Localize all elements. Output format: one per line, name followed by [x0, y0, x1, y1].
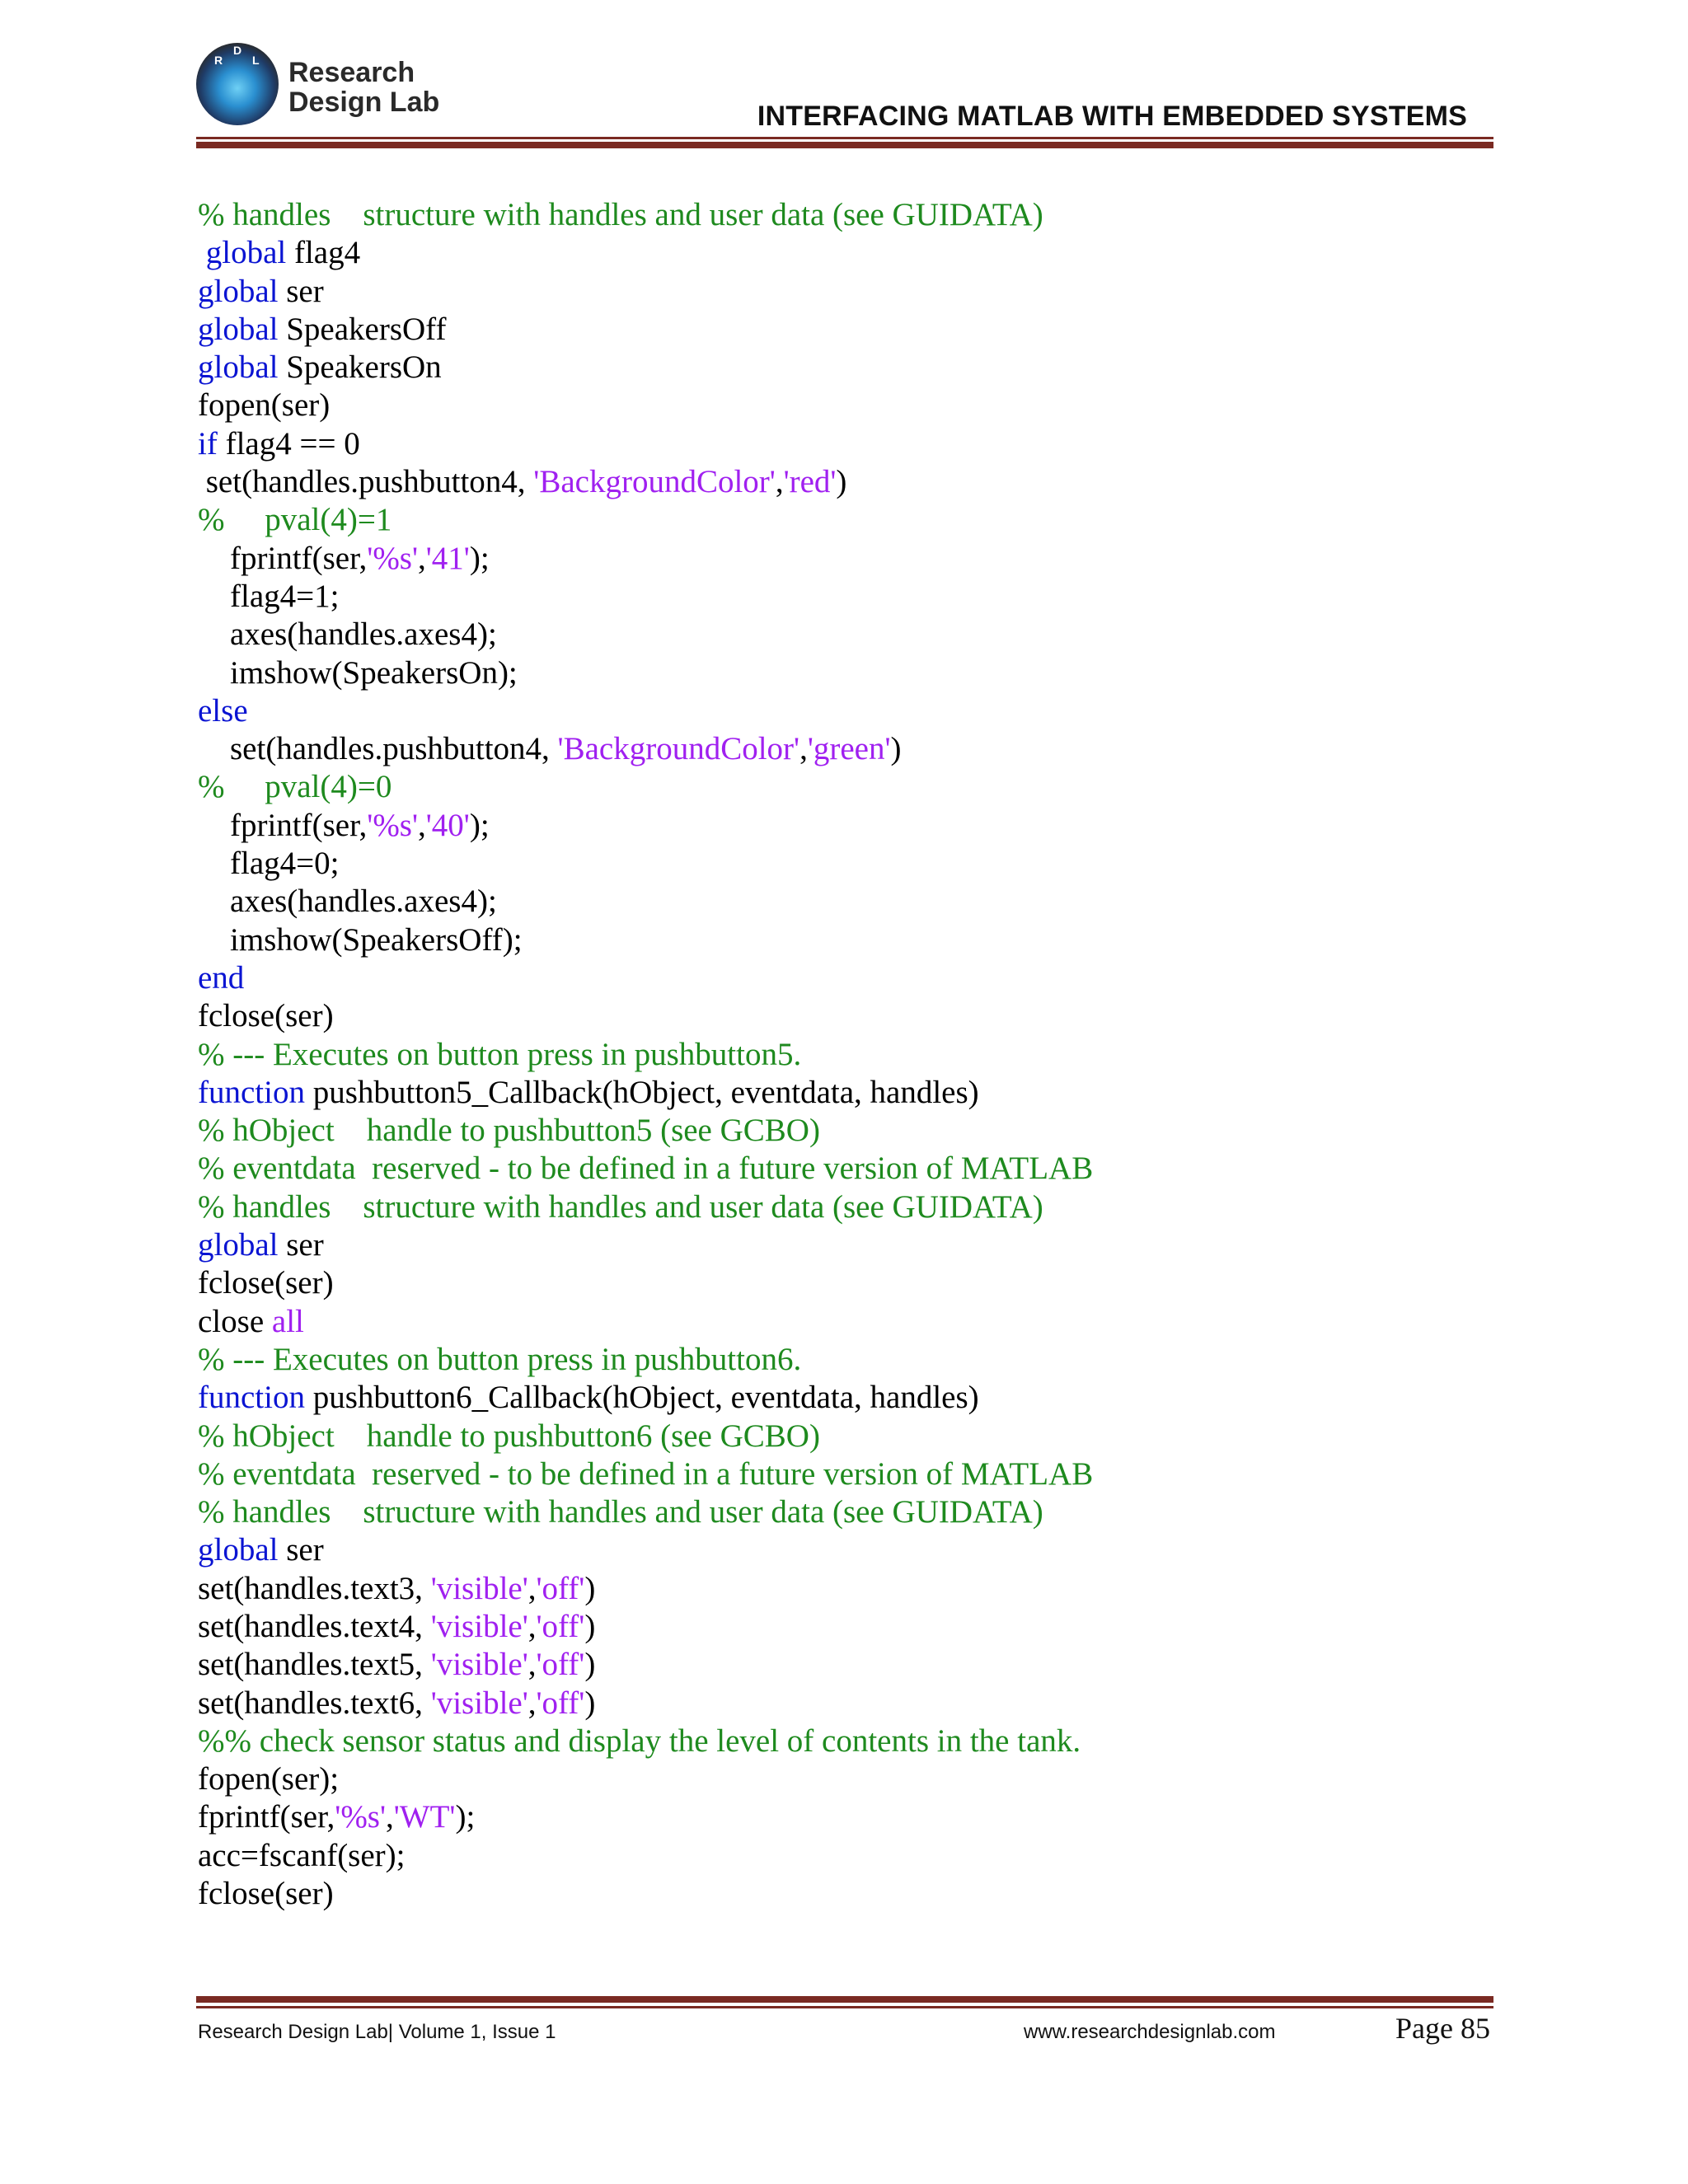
comment: % handles structure with handles and user data (see GUIDATA) [198, 197, 1043, 232]
code-line [198, 501, 1451, 539]
code-line [198, 997, 1451, 1035]
code-text: ); [469, 540, 490, 576]
code-line [198, 845, 1451, 883]
header-divider-thin [196, 137, 1493, 139]
code-line [198, 1150, 1451, 1188]
code-line [198, 1303, 1451, 1341]
keyword: function [198, 1380, 305, 1416]
code-text: , [528, 1570, 537, 1606]
code-line [198, 196, 1451, 234]
page-number: Page 85 [1395, 2012, 1490, 2045]
code-text: set(handles.text3, [198, 1570, 431, 1606]
keyword: else [198, 692, 248, 729]
code-line [198, 1646, 1451, 1684]
code-text: pushbutton5_Callback(hObject, eventdata, handles) [304, 1074, 979, 1110]
code-text: imshow(SpeakersOff); [198, 921, 523, 958]
code-text: flag4=0; [198, 846, 340, 882]
code-text: , [418, 807, 426, 843]
code-text: set(handles.pushbutton4, [198, 464, 534, 500]
code-line [198, 387, 1451, 424]
string: '40' [425, 807, 470, 843]
code-text: , [775, 464, 784, 500]
code-text: SpeakersOn [278, 349, 442, 386]
comment: %% check sensor status and display the level of contents in the tank. [198, 1722, 1081, 1759]
string: '%s' [367, 807, 419, 843]
keyword: end [198, 959, 245, 996]
comment: % pval(4)=0 [198, 769, 392, 805]
comment: % pval(4)=1 [198, 502, 392, 538]
code-listing [198, 196, 1451, 1913]
logo-letters [196, 43, 279, 125]
code-text: ) [584, 1570, 596, 1606]
comment: % --- Executes on button press in pushbutton5. [198, 1036, 802, 1072]
code-text: , [528, 1647, 537, 1683]
code-text: ser [278, 273, 324, 309]
code-line [198, 1455, 1451, 1493]
code-text: ) [584, 1647, 596, 1683]
code-line [198, 1074, 1451, 1112]
code-text: ser [278, 1532, 324, 1568]
string: '%s' [367, 540, 419, 576]
code-line [198, 1341, 1451, 1379]
string: 'off' [536, 1685, 585, 1721]
code-line [198, 768, 1451, 806]
code-line [198, 463, 1451, 501]
string: 'BackgroundColor' [557, 731, 800, 767]
code-text: ); [455, 1799, 476, 1835]
logo-line-1: Research [288, 57, 415, 88]
header-divider-thick [196, 142, 1493, 148]
code-line [198, 349, 1451, 387]
code-line [198, 234, 1451, 272]
keyword: global [198, 349, 279, 386]
string: 'off' [536, 1647, 585, 1683]
code-line [198, 1608, 1451, 1646]
code-line [198, 1531, 1451, 1569]
comment: % eventdata reserved - to be defined in a future version of MATLAB [198, 1151, 1094, 1187]
code-text: axes(handles.axes4); [198, 883, 497, 920]
footer-divider-thick [196, 1996, 1493, 2003]
code-text: flag4 [286, 235, 361, 271]
code-line [198, 311, 1451, 349]
string: 'visible' [430, 1685, 528, 1721]
code-line [198, 616, 1451, 654]
code-text: set(handles.text4, [198, 1608, 431, 1644]
code-text: fprintf(ser, [198, 1799, 335, 1835]
code-line [198, 540, 1451, 578]
string: '41' [425, 540, 470, 576]
code-line [198, 1798, 1451, 1836]
keyword: global [198, 311, 279, 347]
code-text: fopen(ser) [198, 387, 331, 424]
keyword: global [205, 235, 287, 271]
string: 'green' [807, 731, 891, 767]
code-text: axes(handles.axes4); [198, 616, 497, 653]
string: 'off' [536, 1608, 585, 1644]
code-text: set(handles.text6, [198, 1685, 431, 1721]
logo-letter-d: D [233, 44, 242, 57]
string: 'visible' [430, 1608, 528, 1644]
code-text: acc=fscanf(ser); [198, 1837, 406, 1873]
footer-divider-thin [196, 2006, 1493, 2008]
code-text: , [418, 540, 426, 576]
code-text: , [799, 731, 808, 767]
code-text: , [528, 1685, 537, 1721]
string: 'WT' [393, 1799, 456, 1835]
code-line [198, 692, 1451, 730]
code-line [198, 1418, 1451, 1455]
footer-website: www.researchdesignlab.com [1024, 2021, 1276, 2043]
code-line [198, 1837, 1451, 1875]
string: 'visible' [430, 1570, 528, 1606]
company-logo [196, 43, 443, 134]
code-line [198, 883, 1451, 921]
code-text: fprintf(ser, [198, 540, 368, 576]
code-text: flag4=1; [198, 578, 340, 614]
code-line [198, 921, 1451, 959]
string: 'red' [783, 464, 837, 500]
code-text: close [198, 1303, 272, 1339]
comment: % --- Executes on button press in pushbutton6. [198, 1341, 802, 1377]
code-text: fprintf(ser, [198, 807, 368, 843]
footer-publication: Research Design Lab| Volume 1, Issue 1 [198, 2021, 556, 2043]
code-line [198, 578, 1451, 616]
code-text: set(handles.pushbutton4, [198, 731, 558, 767]
logo-letter-r: R [214, 54, 223, 67]
string: 'off' [536, 1570, 585, 1606]
code-text: ) [890, 731, 902, 767]
code-text: fclose(ser) [198, 1876, 334, 1912]
comment: % eventdata reserved - to be defined in a future version of MATLAB [198, 1455, 1094, 1492]
code-text: , [386, 1799, 394, 1835]
code-line [198, 425, 1451, 463]
comment: % handles structure with handles and user data (see GUIDATA) [198, 1188, 1043, 1225]
string: all [271, 1303, 304, 1339]
code-line [198, 1379, 1451, 1417]
code-line [198, 1493, 1451, 1531]
code-line [198, 1570, 1451, 1608]
keyword: global [198, 273, 279, 309]
code-text: ) [584, 1608, 596, 1644]
code-text: SpeakersOff [278, 311, 447, 347]
comment: % hObject handle to pushbutton5 (see GCBO) [198, 1113, 820, 1149]
logo-line-2: Design Lab [288, 87, 440, 118]
header-title: INTERFACING MATLAB WITH EMBEDDED SYSTEMS [757, 101, 1467, 132]
code-line [198, 654, 1451, 692]
code-text: pushbutton6_Callback(hObject, eventdata, handles) [304, 1380, 979, 1416]
code-text [198, 235, 206, 270]
code-text: fclose(ser) [198, 998, 334, 1034]
code-line [198, 730, 1451, 768]
code-line [198, 1685, 1451, 1722]
string: 'BackgroundColor' [533, 464, 776, 500]
code-text: , [528, 1608, 537, 1644]
comment: % handles structure with handles and user data (see GUIDATA) [198, 1494, 1043, 1530]
code-text: flag4 == 0 [217, 425, 360, 462]
string: '%s' [335, 1799, 387, 1835]
comment: % hObject handle to pushbutton6 (see GCBO) [198, 1418, 820, 1454]
code-text: ); [469, 807, 490, 843]
string: 'visible' [430, 1647, 528, 1683]
code-line [198, 1188, 1451, 1226]
code-line [198, 1760, 1451, 1798]
code-text: fclose(ser) [198, 1265, 334, 1301]
code-line [198, 273, 1451, 311]
keyword: function [198, 1074, 305, 1110]
code-line [198, 1264, 1451, 1302]
code-text: ) [584, 1685, 596, 1721]
code-text: ) [836, 464, 847, 500]
code-line [198, 1112, 1451, 1150]
keyword: if [198, 425, 218, 462]
code-text: ser [278, 1227, 324, 1263]
code-line [198, 1036, 1451, 1074]
code-text: fopen(ser); [198, 1761, 340, 1797]
code-text: set(handles.text5, [198, 1647, 431, 1683]
logo-text [288, 58, 439, 117]
code-line [198, 1875, 1451, 1913]
code-line [198, 1226, 1451, 1264]
keyword: global [198, 1227, 279, 1263]
keyword: global [198, 1532, 279, 1568]
code-line [198, 1722, 1451, 1760]
code-text: imshow(SpeakersOn); [198, 654, 518, 691]
code-line [198, 807, 1451, 845]
code-line [198, 959, 1451, 997]
logo-letter-l: L [252, 54, 260, 67]
